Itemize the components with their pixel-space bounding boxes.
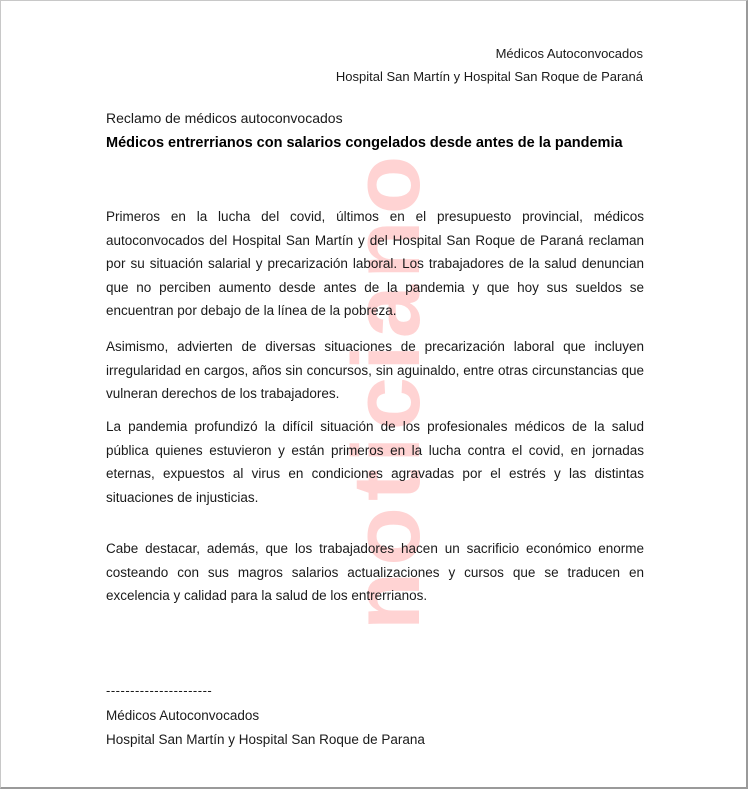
paragraph-2: Asimismo, advierten de diversas situaciones de precarización laboral que incluyen irregularidad en cargos, años sin concursos, sin aguinaldo, entre otras circunstancias que vulneran derechos de los trabajadores. bbox=[106, 339, 644, 401]
paragraph-3: La pandemia profundizó la difícil situación de los profesionales médicos de la salud pública quienes estuvieron y están primeros en la lucha contra el covid, en jornadas eternas, expuestos al virus en condiciones agravadas por el estrés y las distintas situaciones de injusticias. bbox=[106, 419, 644, 505]
subject-line: Reclamo de médicos autoconvocados bbox=[106, 110, 343, 126]
letterhead bbox=[336, 42, 643, 88]
paragraph-1: Primeros en la lucha del covid, últimos en el presupuesto provincial, médicos autoconvocados del Hospital San Martín y del Hospital San Roque de Paraná reclaman por su situación salarial y precarización laboral. Los trabajadores de la salud denuncian que no perciben aumento desde antes de la pandemia y que hoy sus sueldos se encuentran por debajo de la línea de la pobreza. bbox=[106, 209, 644, 318]
signature-name: Médicos Autoconvocados bbox=[106, 708, 260, 723]
watermark-text: noticiano bbox=[333, 149, 440, 631]
letterhead-organization: Médicos Autoconvocados bbox=[495, 46, 643, 61]
signature-organization: Hospital San Martín y Hospital San Roque de Parana bbox=[106, 732, 425, 747]
paragraph-4: Cabe destacar, además, que los trabajadores hacen un sacrificio económico enorme costeando con sus magros salarios actualizaciones y cursos que se traducen en excelencia y calidad para la salud de los entrerrianos. bbox=[106, 541, 644, 603]
headline: Médicos entrerrianos con salarios congelados desde antes de la pandemia bbox=[106, 135, 623, 151]
signature-separator: ---------------------- bbox=[106, 683, 213, 698]
letterhead-hospitals: Hospital San Martín y Hospital San Roque de Paraná bbox=[335, 69, 643, 84]
